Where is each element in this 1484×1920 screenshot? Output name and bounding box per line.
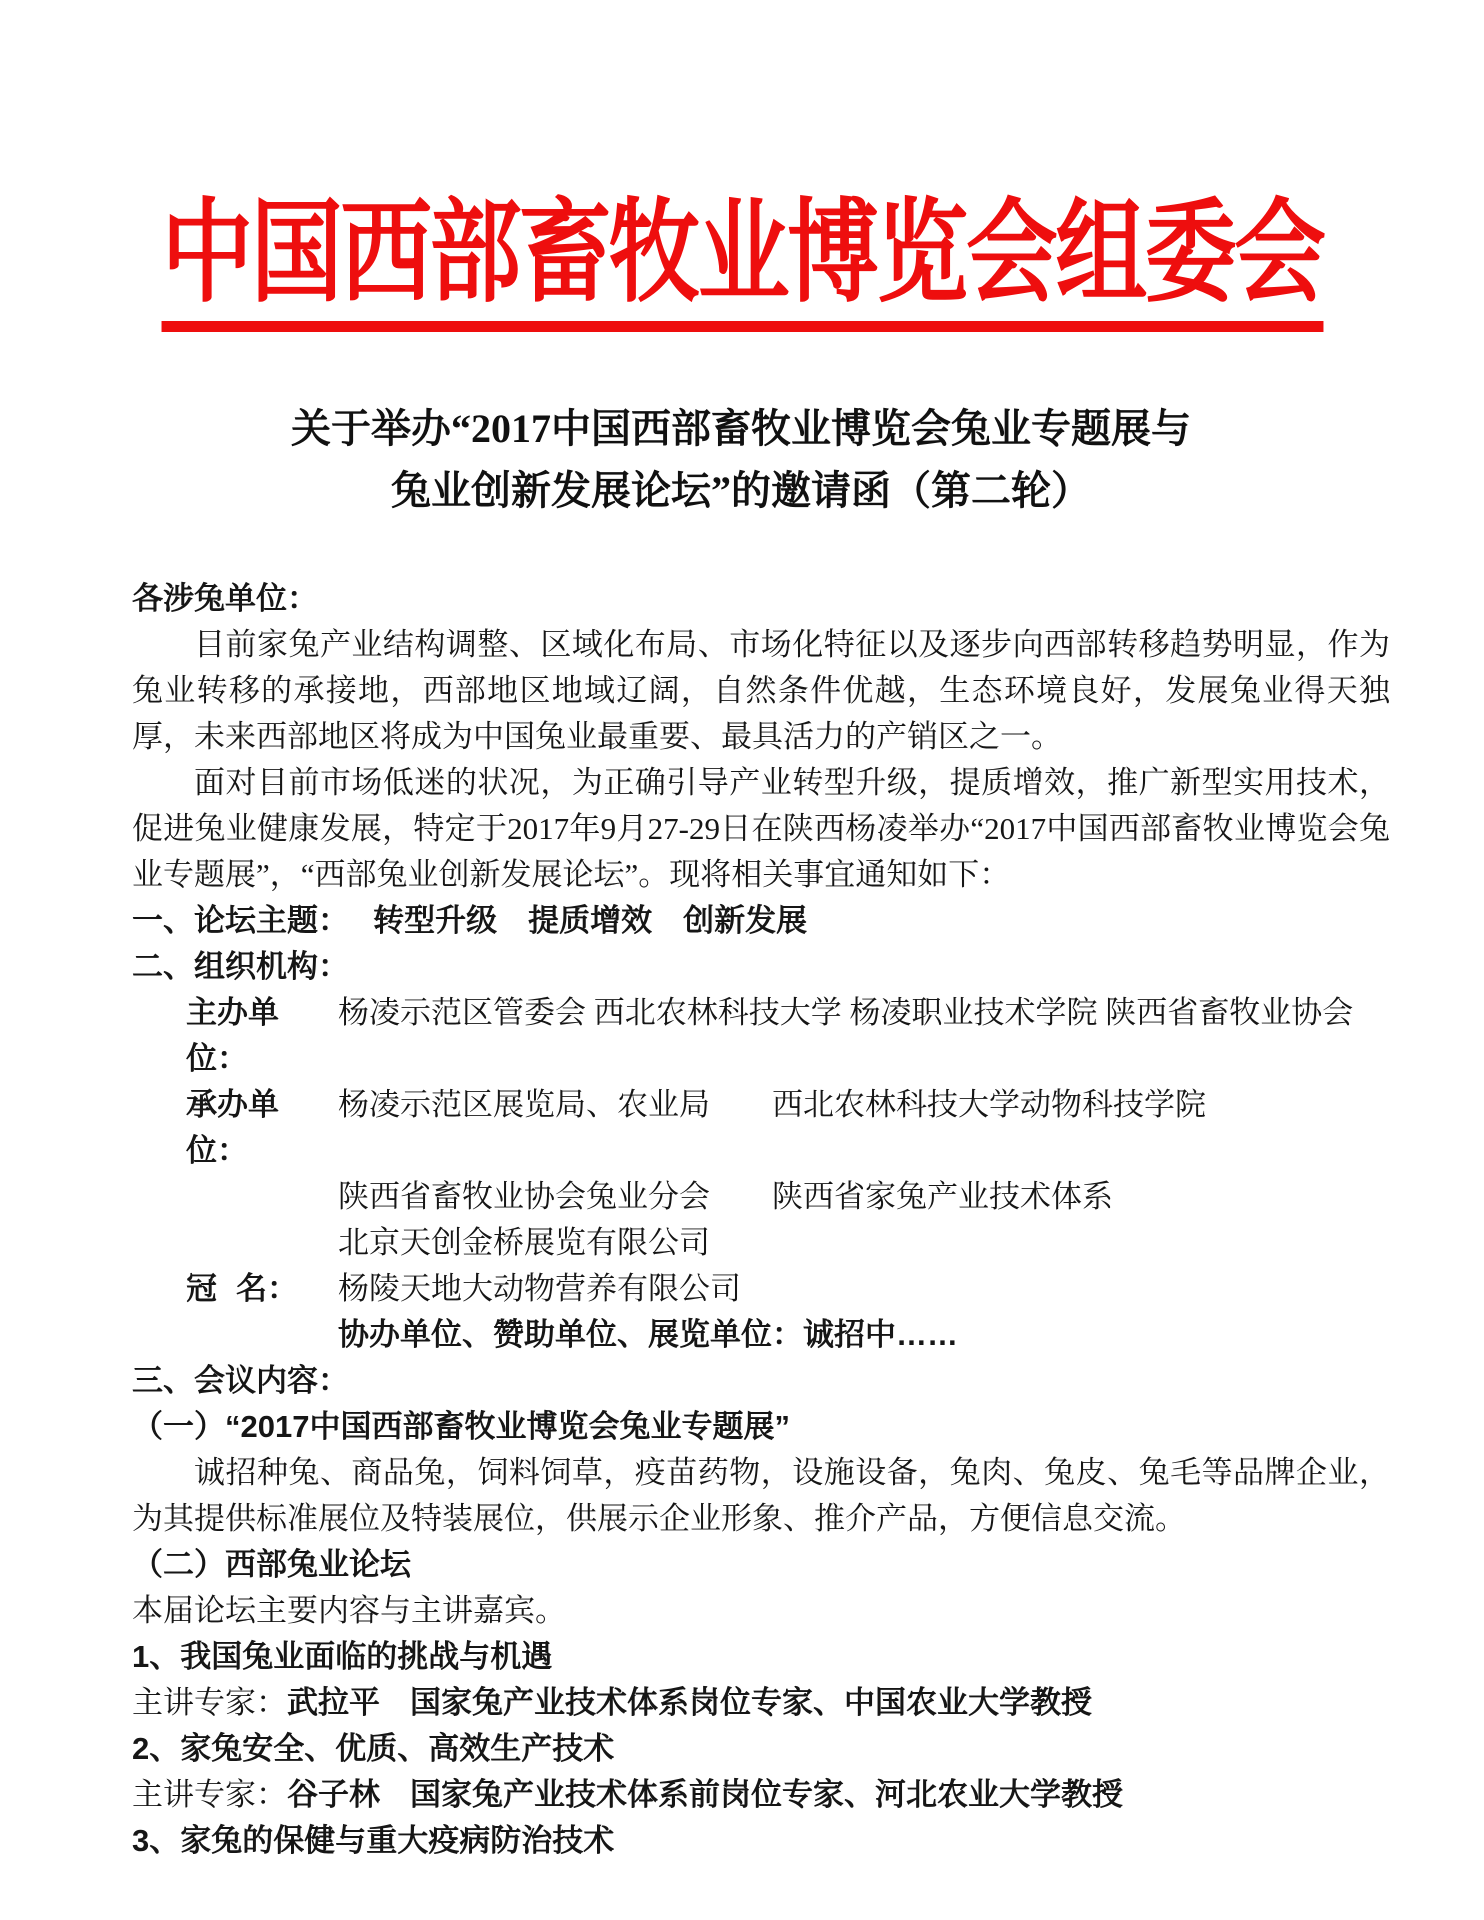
organizer-row-host bbox=[186, 990, 1390, 1082]
subsection-1-heading: （一）“2017中国西部畜牧业博览会兔业专题展” bbox=[132, 1408, 790, 1444]
organization-title: 中国西部畜牧业博览会组委会 bbox=[161, 190, 1323, 332]
undertaker-value-line2: 陕西省畜牧业协会兔业分会 陕西省家兔产业技术体系 bbox=[338, 1178, 1113, 1214]
organizer-row-undertaker-cont1 bbox=[186, 1174, 1390, 1220]
paragraph-3: 诚招种兔、商品兔，饲料饲草，疫苗药物，设施设备，兔肉、兔皮、兔毛等品牌企业，为其提供标准展位及特装展位，供展示企业形象、推介产品，方便信息交流。 bbox=[132, 1454, 1390, 1536]
title-sponsor-row bbox=[186, 1266, 1390, 1312]
empty-label bbox=[186, 1312, 338, 1358]
title-sponsor-label-left: 冠 bbox=[186, 1270, 217, 1306]
document-title-line2: 兔业创新发展论坛”的邀请函（第二轮） bbox=[391, 467, 1091, 513]
organizer-row-undertaker bbox=[186, 1082, 1390, 1174]
title-sponsor-label-right: 名： bbox=[236, 1270, 298, 1306]
paragraph-2: 面对目前市场低迷的状况，为正确引导产业转型升级，提质增效，推广新型实用技术，促进兔业健康发展，特定于2017年9月27-29日在陕西杨凌举办“2017中国西部畜牧业博览会兔业专题展”，“西部兔业创新发展论坛”。现将相关事宜通知如下： bbox=[132, 764, 1390, 892]
paragraph-1: 目前家兔产业结构调整、区域化布局、市场化特征以及逐步向西部转移趋势明显，作为兔业转移的承接地，西部地区地域辽阔，自然条件优越，生态环境良好，发展兔业得天独厚，未来西部地区将成为中国兔业最重要、最具活力的产销区之一。 bbox=[132, 626, 1390, 754]
salutation: 各涉兔单位： bbox=[132, 580, 318, 616]
title-sponsor-value: 杨陵天地大动物营养有限公司 bbox=[338, 1270, 741, 1306]
topic-3-title bbox=[132, 1818, 1390, 1864]
section-3-heading: 三、会议内容： bbox=[132, 1362, 349, 1398]
undertaker-value-line3: 北京天创金桥展览有限公司 bbox=[338, 1224, 710, 1260]
title-sponsor-label bbox=[186, 1266, 298, 1312]
topic-1-text: 我国兔业面临的挑战与机遇 bbox=[180, 1638, 553, 1674]
organizer-row-undertaker-cont2 bbox=[186, 1220, 1390, 1266]
empty-label bbox=[186, 1174, 338, 1220]
document-title-line1: 关于举办“2017中国西部畜牧业博览会兔业专题展与 bbox=[291, 405, 1191, 451]
topic-1-speaker bbox=[132, 1680, 1390, 1726]
document-body bbox=[132, 576, 1390, 1864]
document-title bbox=[92, 398, 1390, 522]
host-label: 主办单位： bbox=[186, 994, 279, 1076]
topic-3-number: 3、 bbox=[132, 1822, 181, 1858]
topic-2-title bbox=[132, 1726, 1390, 1772]
topic-2-number: 2、 bbox=[132, 1730, 181, 1766]
topic-1-number: 1、 bbox=[132, 1638, 181, 1674]
topic-2-text: 家兔安全、优质、高效生产技术 bbox=[180, 1730, 615, 1766]
empty-label bbox=[186, 1220, 338, 1266]
recruiting-line: 协办单位、赞助单位、展览单位：诚招中…… bbox=[338, 1316, 958, 1352]
section-2-heading: 二、组织机构： bbox=[132, 948, 349, 984]
speaker-prefix: 主讲专家： bbox=[132, 1776, 287, 1812]
host-value: 杨凌示范区管委会 西北农林科技大学 杨凌职业技术学院 陕西省畜牧业协会 bbox=[338, 994, 1354, 1030]
speaker-desc: 国家兔产业技术体系前岗位专家、河北农业大学教授 bbox=[410, 1776, 1123, 1812]
recruiting-row bbox=[186, 1312, 1390, 1358]
subsection-2-heading: （二）西部兔业论坛 bbox=[132, 1546, 411, 1582]
letterhead bbox=[0, 190, 1484, 332]
speaker-prefix: 主讲专家： bbox=[132, 1684, 287, 1720]
speaker-name: 谷子林 bbox=[287, 1776, 380, 1812]
topic-1-title bbox=[132, 1634, 1390, 1680]
undertaker-label: 承办单位： bbox=[186, 1086, 279, 1168]
topic-3-text: 家兔的保健与重大疫病防治技术 bbox=[180, 1822, 615, 1858]
undertaker-value-line1: 杨凌示范区展览局、农业局 西北农林科技大学动物科技学院 bbox=[338, 1086, 1206, 1122]
section-1-heading: 一、论坛主题： 转型升级 提质增效 创新发展 bbox=[132, 902, 808, 938]
speaker-desc: 国家兔产业技术体系岗位专家、中国农业大学教授 bbox=[410, 1684, 1092, 1720]
speaker-name: 武拉平 bbox=[287, 1684, 380, 1720]
paragraph-4: 本届论坛主要内容与主讲嘉宾。 bbox=[132, 1592, 566, 1628]
topic-2-speaker bbox=[132, 1772, 1390, 1818]
